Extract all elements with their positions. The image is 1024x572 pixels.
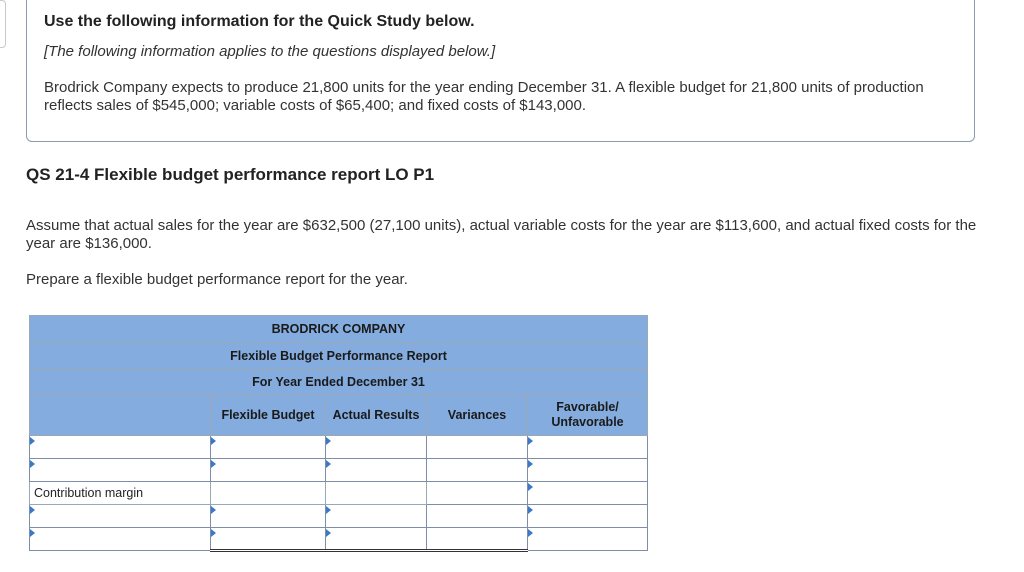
report-company: BRODRICK COMPANY <box>30 316 648 343</box>
fav-unfav-input[interactable] <box>528 482 647 504</box>
actual-results-input[interactable] <box>326 436 426 458</box>
fav-unfav-input[interactable] <box>528 528 647 550</box>
variances-cell[interactable] <box>427 459 528 482</box>
variances-input[interactable] <box>427 482 527 504</box>
contribution-margin-label: Contribution margin <box>30 482 211 505</box>
table-row <box>30 459 648 482</box>
question-paragraph: Assume that actual sales for the year are $632,500 (27,100 units), actual variable costs for the year are $113,600, and actual fixed costs for the year are $136,000. <box>26 217 977 252</box>
table-row <box>30 436 648 459</box>
flexible-budget-cell <box>211 482 326 505</box>
label-input[interactable] <box>30 505 210 527</box>
variances-cell[interactable] <box>427 505 528 528</box>
left-edge-tab <box>0 0 6 48</box>
variances-input[interactable] <box>427 505 527 527</box>
table-row <box>30 528 648 551</box>
variances-cell[interactable] <box>427 436 528 459</box>
info-heading: Use the following information for the Quick Study below. <box>44 13 475 30</box>
flexible-budget-input[interactable] <box>211 528 325 549</box>
row-label-dropdown[interactable] <box>30 528 211 551</box>
row-label-dropdown[interactable] <box>30 436 211 459</box>
actual-results-cell[interactable] <box>326 436 427 459</box>
header-flexible-budget: Flexible Budget <box>211 395 326 436</box>
info-subheading: [The following information applies to the questions displayed below.] <box>44 43 496 60</box>
actual-results-input[interactable] <box>326 505 426 527</box>
performance-report-table <box>29 315 648 552</box>
info-paragraph: Brodrick Company expects to produce 21,800 units for the year ending December 31. A flexible budget for 21,800 units of production reflects sales of $545,000; variable costs of $65,400; and fixed costs of $143,000. <box>44 79 924 114</box>
actual-results-input[interactable] <box>326 528 426 549</box>
fav-unfav-dropdown[interactable] <box>528 436 648 459</box>
report-period: For Year Ended December 31 <box>30 369 648 395</box>
fav-unfav-dropdown[interactable] <box>528 528 648 551</box>
header-blank <box>30 395 211 436</box>
fav-unfav-dropdown[interactable] <box>528 482 648 505</box>
flexible-budget-cell[interactable] <box>211 459 326 482</box>
flexible-budget-input[interactable] <box>211 459 325 481</box>
header-favorable-unfavorable: Favorable/ Unfavorable <box>528 395 648 436</box>
flexible-budget-cell[interactable] <box>211 528 326 551</box>
actual-results-cell <box>326 482 427 505</box>
variances-cell[interactable] <box>427 482 528 505</box>
flexible-budget-input[interactable] <box>211 436 325 458</box>
fav-unfav-input[interactable] <box>528 436 647 458</box>
label-input[interactable] <box>30 528 210 550</box>
row-label-dropdown[interactable] <box>30 459 211 482</box>
table-row <box>30 505 648 528</box>
report-title: Flexible Budget Performance Report <box>30 343 648 369</box>
variances-input[interactable] <box>427 528 527 549</box>
fav-unfav-dropdown[interactable] <box>528 459 648 482</box>
fav-unfav-dropdown[interactable] <box>528 505 648 528</box>
label-input[interactable] <box>30 436 210 458</box>
fav-unfav-input[interactable] <box>528 505 647 527</box>
question-instruction: Prepare a flexible budget performance report for the year. <box>26 271 408 288</box>
flexible-budget-cell[interactable] <box>211 436 326 459</box>
fav-unfav-input[interactable] <box>528 459 647 481</box>
variances-input[interactable] <box>427 459 527 481</box>
actual-results-input[interactable] <box>326 459 426 481</box>
actual-results-cell[interactable] <box>326 528 427 551</box>
label-input[interactable] <box>30 459 210 481</box>
header-variances: Variances <box>427 395 528 436</box>
variances-input[interactable] <box>427 436 527 458</box>
flexible-budget-input[interactable] <box>211 505 325 527</box>
table-row-contribution-margin <box>30 482 648 505</box>
actual-results-cell[interactable] <box>326 505 427 528</box>
row-label-dropdown[interactable] <box>30 505 211 528</box>
variances-cell[interactable] <box>427 528 528 551</box>
question-title: QS 21-4 Flexible budget performance report LO P1 <box>26 165 435 184</box>
header-actual-results: Actual Results <box>326 395 427 436</box>
actual-results-cell[interactable] <box>326 459 427 482</box>
flexible-budget-cell[interactable] <box>211 505 326 528</box>
